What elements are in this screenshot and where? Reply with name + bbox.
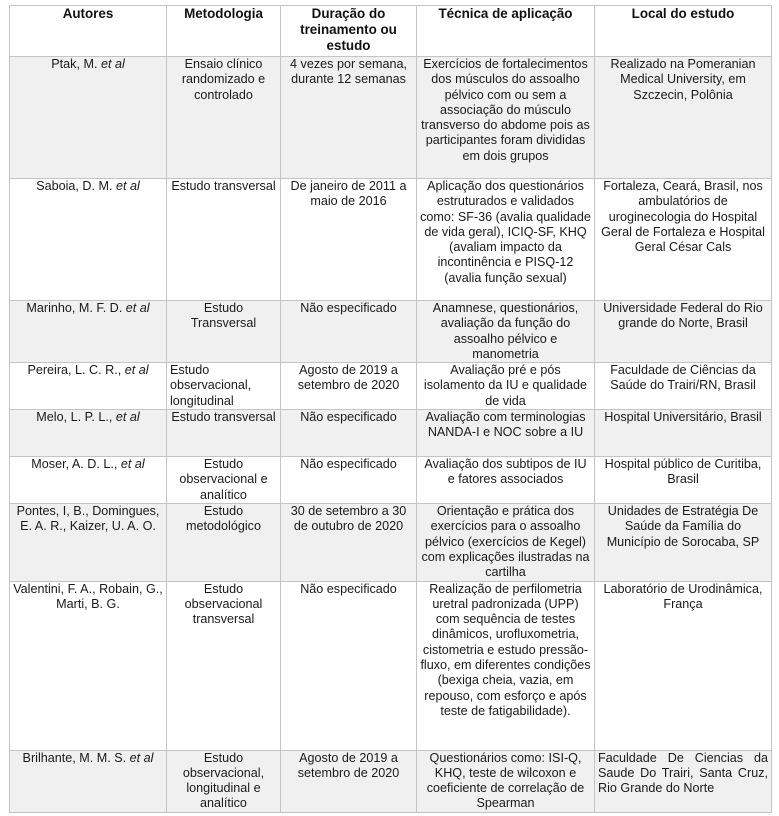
method-cell: Estudo transversal <box>167 179 281 301</box>
header-authors: Autores <box>10 6 167 57</box>
location-cell: Fortaleza, Ceará, Brasil, nos ambulatórios de uroginecologia do Hospital Geral de Fortaleza e Hospital Geral César Cals <box>595 179 772 301</box>
author-cell <box>10 457 167 504</box>
duration-cell: De janeiro de 2011 a maio de 2016 <box>281 179 417 301</box>
duration-cell: Não especificado <box>281 410 417 457</box>
location-cell: Unidades de Estratégia De Saúde da Família do Município de Sorocaba, SP <box>595 504 772 581</box>
method-cell: Ensaio clínico randomizado e controlado <box>167 57 281 179</box>
author-name: Moser, A. D. L., <box>31 457 118 472</box>
technique-cell: Orientação e prática dos exercícios para o assoalho pélvico (exercícios de Kegel) com explicações ilustradas na cartilha <box>417 504 595 581</box>
duration-cell: 4 vezes por semana, durante 12 semanas <box>281 57 417 179</box>
table-row <box>10 363 772 410</box>
duration-cell: Não especificado <box>281 457 417 504</box>
header-duration: Duração do treinamento ou estudo <box>281 6 417 57</box>
method-cell: Estudo observacional, longitudinal e analítico <box>167 750 281 812</box>
table-row <box>10 750 772 812</box>
author-et-al: et al <box>115 410 140 425</box>
author-cell <box>10 410 167 457</box>
author-et-al: et al <box>129 750 154 765</box>
table-row <box>10 457 772 504</box>
duration-cell: Não especificado <box>281 581 417 750</box>
author-name: Saboia, D. M. <box>36 179 113 193</box>
author-name: Marinho, M. F. D. <box>26 301 123 315</box>
location-cell: Laboratório de Urodinâmica, França <box>595 581 772 750</box>
author-name: Ptak, M. <box>51 57 98 71</box>
table-row <box>10 504 772 581</box>
author-et-al: et al <box>120 457 145 472</box>
author-et-al: et al <box>125 301 150 315</box>
method-cell: Estudo Transversal <box>167 301 281 363</box>
method-cell: Estudo observacional transversal <box>167 581 281 750</box>
table-row <box>10 57 772 179</box>
location-cell: Universidade Federal do Rio grande do Norte, Brasil <box>595 301 772 363</box>
duration-cell: 30 de setembro a 30 de outubro de 2020 <box>281 504 417 581</box>
header-location: Local do estudo <box>595 6 772 57</box>
technique-cell: Avaliação com terminologias NANDA-I e NOC sobre a IU <box>417 410 595 457</box>
location-cell: Hospital Universitário, Brasil <box>595 410 772 457</box>
table-row <box>10 179 772 301</box>
author-cell <box>10 750 167 812</box>
method-cell: Estudo metodológico <box>167 504 281 581</box>
header-row <box>10 6 772 57</box>
duration-cell: Agosto de 2019 a setembro de 2020 <box>281 750 417 812</box>
method-cell: Estudo observacional e analítico <box>167 457 281 504</box>
location-cell: Realizado na Pomeranian Medical University, em Szczecin, Polônia <box>595 57 772 179</box>
location-cell: Faculdade de Ciências da Saúde do Trairi/RN, Brasil <box>595 363 772 410</box>
location-cell: Hospital público de Curitiba, Brasil <box>595 457 772 504</box>
author-cell: Valentini, F. A., Robain, G., Marti, B. G. <box>10 581 167 750</box>
author-cell: Pontes, I, B., Domingues, E. A. R., Kaizer, U. A. O. <box>10 504 167 581</box>
method-cell: Estudo observacional, longitudinal <box>167 363 281 410</box>
author-name: Brilhante, M. M. S. <box>22 750 127 765</box>
technique-cell: Aplicação dos questionários estruturados e validados como: SF-36 (avalia qualidade de vida geral), ICIQ-SF, KHQ (avaliam impacto da incontinência e PISQ-12 (avalia função sexual) <box>417 179 595 301</box>
duration-cell: Agosto de 2019 a setembro de 2020 <box>281 363 417 410</box>
table-row <box>10 410 772 457</box>
table-row <box>10 581 772 750</box>
author-name: Pereira, L. C. R., <box>27 363 122 378</box>
header-methodology: Metodologia <box>167 6 281 57</box>
method-cell: Estudo transversal <box>167 410 281 457</box>
technique-cell: Anamnese, questionários, avaliação da função do assoalho pélvico e manometria <box>417 301 595 363</box>
author-et-al: et al <box>100 57 125 71</box>
technique-cell: Realização de perfilometria uretral padronizada (UPP) com sequência de testes dinâmicos, urofluxometria, cistometria e estudo pressão-fluxo, em diferentes condições (bexiga cheia, vazia, em repouso, com esforço e após teste de fatigabilidade). <box>417 581 595 750</box>
author-et-al: et al <box>124 363 149 378</box>
author-cell <box>10 179 167 301</box>
technique-cell: Exercícios de fortalecimentos dos músculos do assoalho pélvico com ou sem a associação do músculo transverso do abdome pois as participantes foram divididas em dois grupos <box>417 57 595 179</box>
table-row <box>10 301 772 363</box>
author-name: Melo, L. P. L., <box>36 410 113 425</box>
technique-cell: Avaliação dos subtipos de IU e fatores associados <box>417 457 595 504</box>
header-technique: Técnica de aplicação <box>417 6 595 57</box>
location-cell: Faculdade De Ciencias da Saude Do Trairi, Santa Cruz, Rio Grande do Norte <box>595 750 772 812</box>
author-cell <box>10 301 167 363</box>
author-cell <box>10 363 167 410</box>
duration-cell: Não especificado <box>281 301 417 363</box>
author-et-al: et al <box>115 179 140 193</box>
technique-cell: Questionários como: ISI-Q, KHQ, teste de wilcoxon e coeficiente de correlação de Spearman <box>417 750 595 812</box>
studies-table <box>9 5 772 813</box>
technique-cell: Avaliação pré e pós isolamento da IU e qualidade de vida <box>417 363 595 410</box>
author-cell <box>10 57 167 179</box>
